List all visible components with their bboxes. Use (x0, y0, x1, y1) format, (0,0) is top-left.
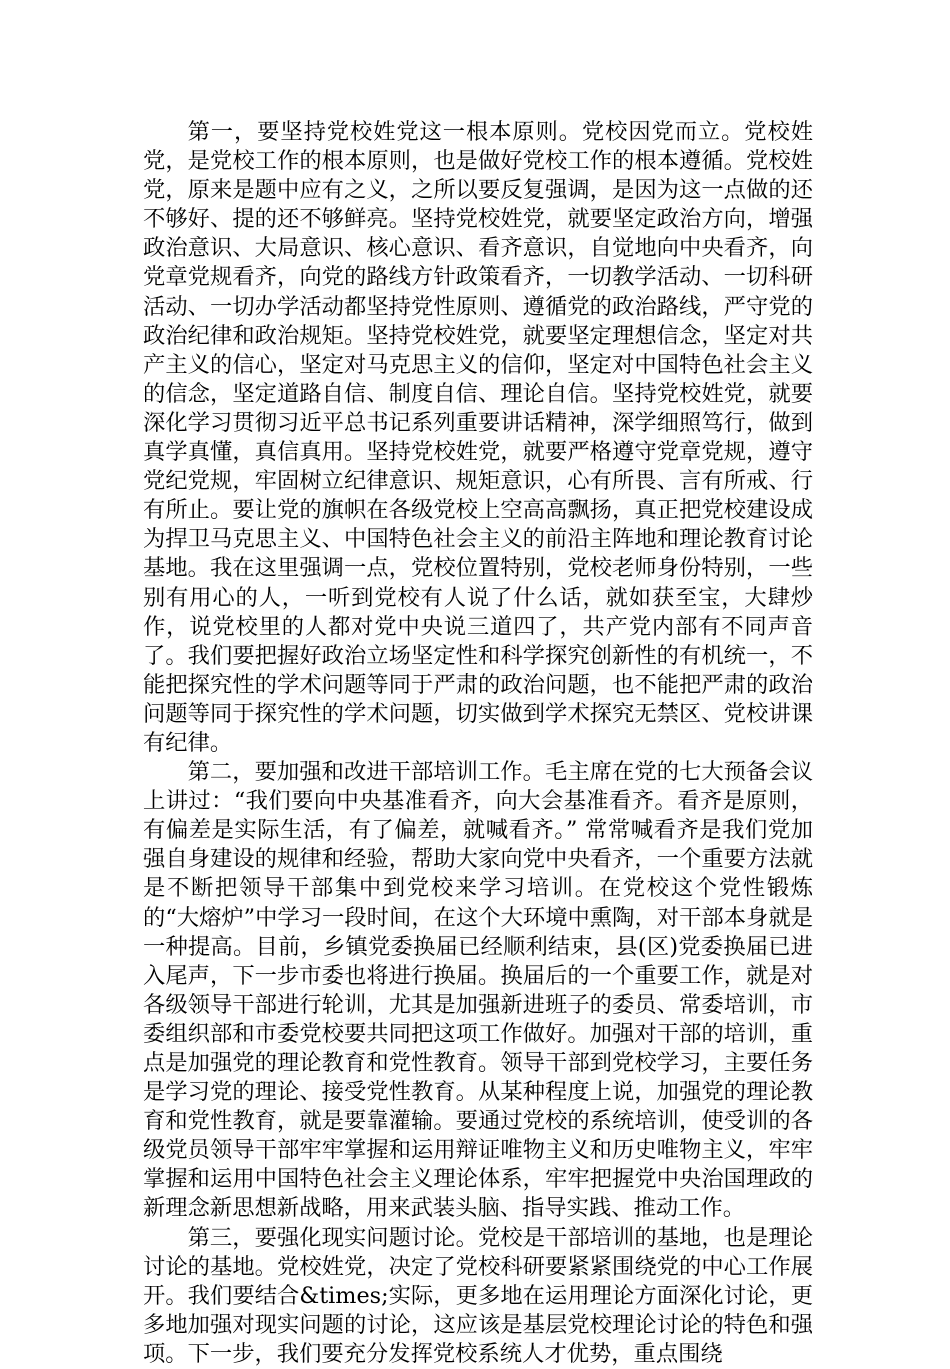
paragraph-1: 第一，要坚持党校姓党这一根本原则。党校因党而立。党校姓党，是党校工作的根本原则，也是做好党校工作的根本遵循。党校姓党，原来是题中应有之义，之所以要反复强调，是因为这一点做的还不够好、提的还不够鲜亮。坚持党校姓党，就要坚定政治方向，增强政治意识、大局意识、核心意识、看齐意识，自觉地向中央看齐，向党章党规看齐，向党的路线方针政策看齐，一切教学活动、一切科研活动、一切办学活动都坚持党性原则、遵循党的政治路线，严守党的政治纪律和政治规矩。坚持党校姓党，就要坚定理想信念，坚定对共产主义的信心，坚定对马克思主义的信仰，坚定对中国特色社会主义的信念，坚定道路自信、制度自信、理论自信。坚持党校姓党，就要深化学习贯彻习近平总书记系列重要讲话精神，深学细照笃行，做到真学真懂，真信真用。坚持党校姓党，就要严格遵守党章党规，遵守党纪党规，牢固树立纪律意识、规矩意识，心有所畏、言有所戒、行有所止。要让党的旗帜在各级党校上空高高飘扬，真正把党校建设成为捍卫马克思主义、中国特色社会主义的前沿主阵地和理论教育讨论基地。我在这里强调一点，党校位置特别，党校老师身份特别，一些别有用心的人，一听到党校有人说了什么话，就如获至宝，大肆炒作，说党校里的人都对党中央说三道四了，共产党内部有不同声音了。我们要把握好政治立场坚定性和科学探究创新性的有机统一，不能把探究性的学术问题等同于严肃的政治问题，也不能把严肃的政治问题等同于探究性的学术问题，切实做到学术探究无禁区、党校讲课有纪律。 (143, 119, 813, 756)
paragraph-2: 第二，要加强和改进干部培训工作。毛主席在党的七大预备会议上讲过：“我们要向中央基准看齐，向大会基准看齐。看齐是原则，有偏差是实际生活，有了偏差，就喊看齐。” 常常喊看齐是我们党加强自身建设的规律和经验，帮助大家向党中央看齐，一个重要方法就是不断把领导干部集中到党校来学习培训。在党校这个党性锻炼的“大熔炉”中学习一段时间，在这个大环境中熏陶，对干部本身就是一种提高。目前，乡镇党委换届已经顺利结束，县(区)党委换届已进入尾声，下一步市委也将进行换届。换届后的一个重要工作，就是对各级领导干部进行轮训，尤其是加强新进班子的委员、常委培训，市委组织部和市委党校要共同把这项工作做好。加强对干部的培训，重点是加强党的理论教育和党性教育。领导干部到党校学习，主要任务是学习党的理论、接受党性教育。从某种程度上说，加强党的理论教育和党性教育，就是要靠灌输。要通过党校的系统培训，使受训的各级党员领导干部牢牢掌握和运用辩证唯物主义和历史唯物主义，牢牢掌握和运用中国特色社会主义理论体系，牢牢把握党中央治国理政的新理念新思想新战略，用来武装头脑、指导实践、推动工作。 (143, 759, 813, 1222)
paragraph-3: 第三，要强化现实问题讨论。党校是干部培训的基地，也是理论讨论的基地。党校姓党，决定了党校科研要紧紧围绕党的中心工作展开。我们要结合&times;实际，更多地在运用理论方面深化讨论，更多地加强对现实问题的讨论，这应该是基层党校理论讨论的特色和强项。下一步，我们要充分发挥党校系统人才优势，重点围绕 (143, 1224, 813, 1367)
document-body (143, 118, 813, 1369)
